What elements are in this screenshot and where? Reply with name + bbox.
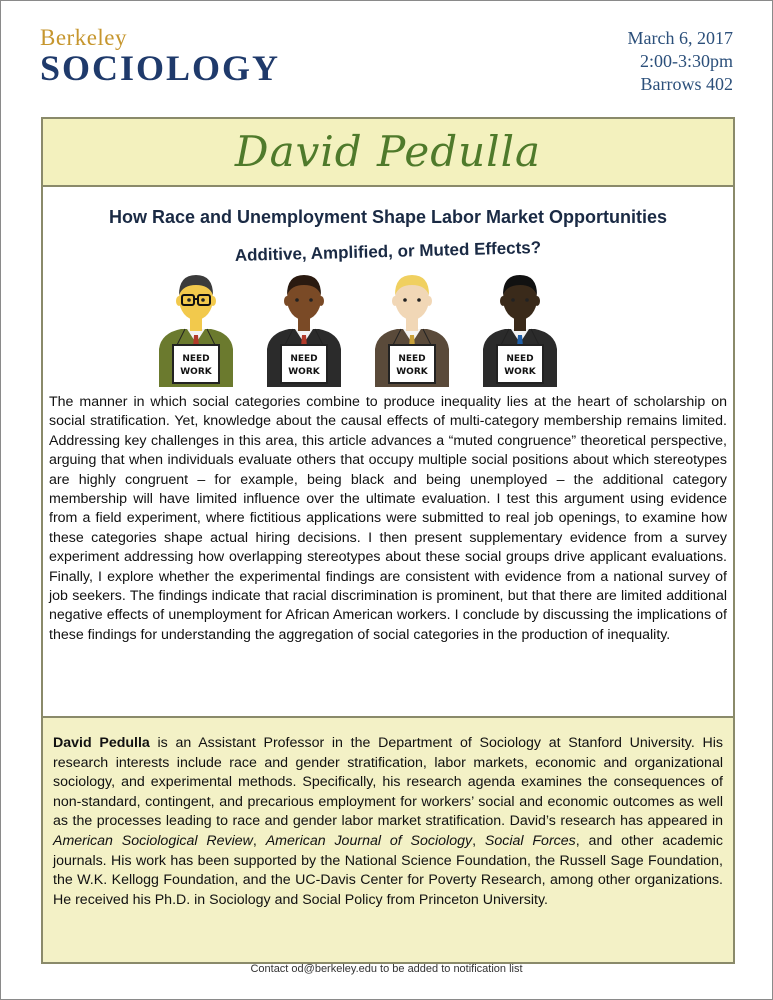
sign-text-work: WORK	[288, 367, 320, 377]
sign-text-need: NEED	[506, 354, 534, 364]
talk-abstract: The manner in which social categories combine to produce inequality lies at the heart of scholarship on social stratification. Yet, knowledge about the causal effects of multi-category membership remains limited. Addressing key challenges in this area, this article advances a “muted congruence” theoretical perspective, arguing that when individuals evaluate others that occupy multiple social positions about which stereotypes are highly congruent – for example, being black and being unemployed – the additional category membership will have limited influence over the ultimate evaluation. I test this argument using evidence from a field experiment, where fictitious applications were submitted to real job openings, to examine how these categories shape actual hiring decisions. I then present supplementary evidence from a survey experiment addressing how overlapping stereotypes about these social groups drive applicant evaluations. Finally, I explore whether the experimental findings are consistent with evidence from a national survey of job seekers. The findings indicate that racial discrimination is prominent, but that there are limited additional negative effects of unemployment for African American workers. I conclude by discussing the implications of these findings for understanding the aggregation of social categories in the production of inequality.	[49, 394, 727, 643]
event-info	[628, 27, 733, 96]
sign-text-need: NEED	[290, 354, 318, 364]
bio-journal-asr: American Sociological Review	[53, 832, 253, 849]
job-seeker-figure	[475, 267, 565, 387]
talk-title: How Race and Unemployment Shape Labor Market Opportunities	[108, 207, 668, 227]
sign-text-work: WORK	[504, 367, 536, 377]
berkeley-sociology-logo	[40, 26, 280, 86]
job-seeker-figure	[151, 267, 241, 387]
bio-separator: ,	[252, 832, 266, 849]
talk-box	[41, 117, 735, 718]
job-seeker-figure	[259, 267, 349, 387]
sign-text-need: NEED	[398, 354, 426, 364]
logo-berkeley-text: Berkeley	[40, 25, 128, 50]
event-date: March 6, 2017	[627, 28, 733, 48]
speaker-name: David Pedulla	[234, 127, 542, 176]
bio-text-part2: , and other academic journals. His work has been supported by the National Science Foundation, the Russell Sage Foundation, the W.K. Kellogg Foundation, and the UC-Davis Center for Poverty Research, among other organizations. He received his Ph.D. in Sociology and Social Policy from Princeton University.	[53, 832, 723, 908]
bio-separator: ,	[472, 832, 485, 849]
job-seeker-figure	[367, 267, 457, 387]
job-seekers-illustration	[151, 267, 641, 387]
sign-text-work: WORK	[396, 367, 428, 377]
logo-sociology-text: SOCIOLOGY	[40, 48, 281, 88]
bio-journal-social-forces: Social Forces	[484, 832, 576, 849]
speaker-name-band	[43, 119, 733, 187]
contact-footer: Contact od@berkeley.edu to be added to notification list	[250, 963, 523, 975]
event-time: 2:00-3:30pm	[640, 51, 733, 71]
bio-speaker-name: David Pedulla	[53, 735, 150, 751]
talk-subtitle: Additive, Amplified, or Muted Effects?	[234, 237, 542, 266]
bio-text-part1: is an Assistant Professor in the Department of Sociology at Stanford University. His research interests include race and gender stratification, labor markets, economic and organizational sociology, and experimental methods. Specifically, his research agenda examines the consequences of non-standard, contingent, and precarious employment for workers’ social and economic outcomes as well as the processes leading to race and gender labor market stratification. David’s research has appeared in	[53, 735, 723, 830]
sign-text-need: NEED	[182, 354, 210, 364]
speaker-bio	[41, 716, 735, 964]
sign-text-work: WORK	[180, 367, 212, 377]
event-location: Barrows 402	[640, 74, 733, 94]
bio-journal-ajs: American Journal of Sociology	[265, 832, 473, 849]
